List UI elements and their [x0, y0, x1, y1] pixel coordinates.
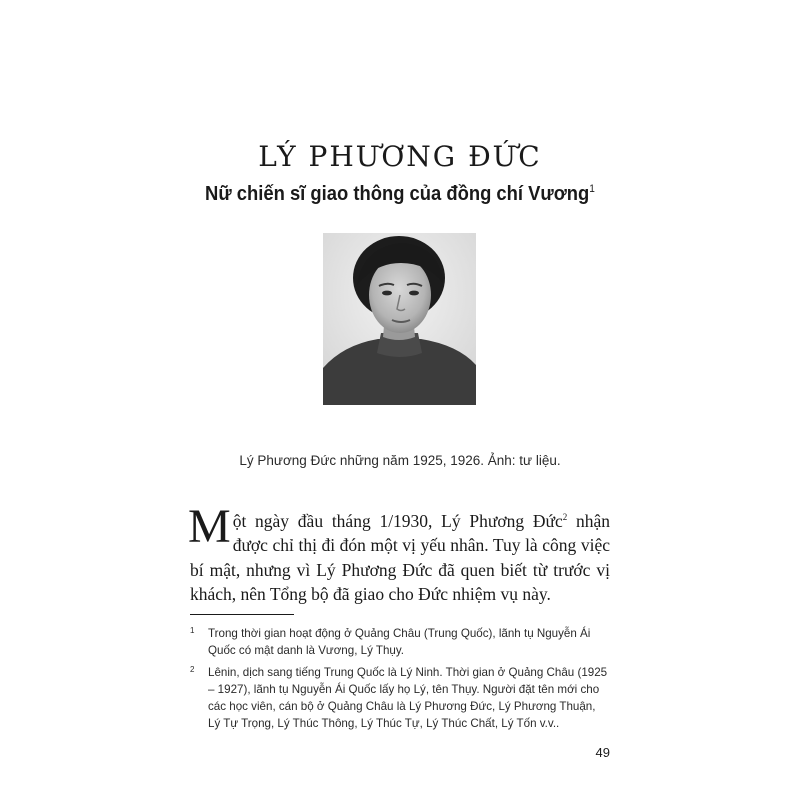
drop-cap: M: [188, 500, 231, 553]
body-text-end: nhận được chỉ thị đi đón một vị yếu nhân. Tuy là công việc bí mật, nhưng vì Lý Phương Đức đã quen biết từ trước vị khách, nên Tổng bộ đã giao cho Đức nhiệm vụ này.: [190, 510, 610, 605]
footnote-2: [190, 664, 610, 732]
footnote-number: 1: [190, 626, 195, 635]
subtitle-footnote-ref: 1: [589, 183, 595, 195]
footnote-number: 2: [190, 665, 195, 674]
footnote-text: Lênin, dịch sang tiếng Trung Quốc là Lý Ninh. Thời gian ở Quảng Châu (1925 – 1927), lãnh tụ Nguyễn Ái Quốc lấy họ Lý, tên Thụy. Người đặt tên mới cho các học viên, cán bộ ở Quảng Châu là Lý Phương Đức, Lý Phương Thuận, Lý Tự Trọng, Lý Thúc Thông, Lý Thúc Tự, Lý Thúc Chất, Lý Tốn v.v..: [208, 666, 608, 730]
body-text-start: ột ngày đầu tháng 1/1930, Lý Phương Đức: [232, 510, 563, 531]
page-number: 49: [595, 745, 610, 760]
chapter-title: LÝ PHƯƠNG ĐỨC: [258, 140, 542, 173]
photo-caption: Lý Phương Đức những năm 1925, 1926. Ảnh: tư liệu.: [239, 453, 561, 468]
footnotes: [190, 625, 610, 737]
footnote-divider: [190, 614, 294, 615]
body-footnote-ref: 2: [562, 512, 568, 522]
footnote-1: [190, 625, 610, 659]
chapter-subtitle: [32, 183, 768, 206]
portrait-photo: [323, 233, 476, 405]
portrait-illustration: [323, 233, 476, 405]
footnote-text: Trong thời gian hoạt động ở Quảng Châu (Trung Quốc), lãnh tụ Nguyễn Ái Quốc có mật danh là Vương, Lý Thụy.: [208, 627, 591, 657]
subtitle-text: Nữ chiến sĩ giao thông của đồng chí Vương: [205, 183, 590, 205]
body-paragraph: [188, 500, 610, 607]
